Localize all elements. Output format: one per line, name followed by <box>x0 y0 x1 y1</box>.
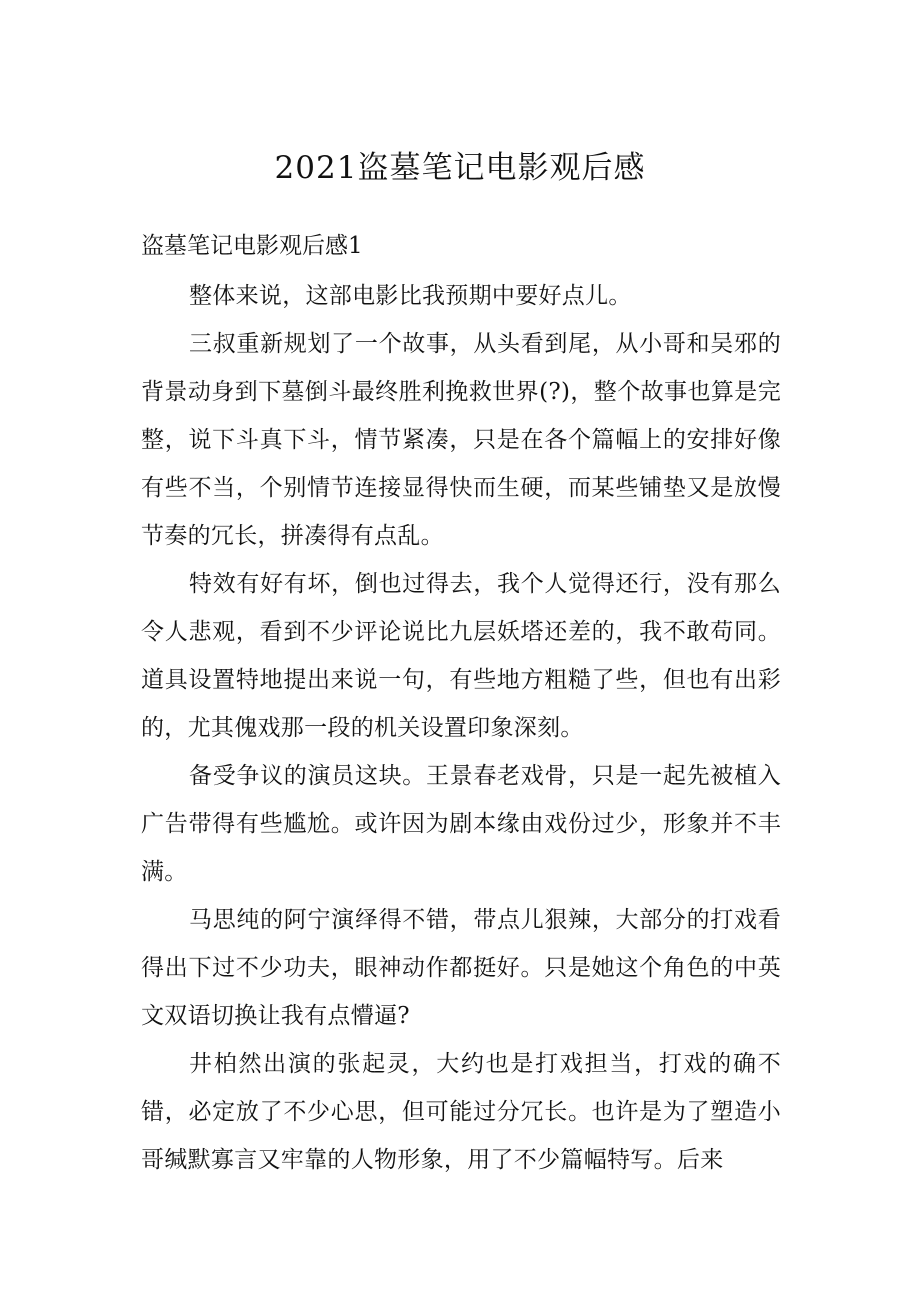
document-body <box>141 272 781 1184</box>
paragraph: 整体来说，这部电影比我预期中要好点儿。 <box>189 283 632 309</box>
paragraph: 马思纯的阿宁演绎得不错，带点儿狠辣，大部分的打戏看得出下过不少功夫，眼神动作都挺好。只是她这个角色的中英文双语切换让我有点懵逼? <box>141 907 781 1029</box>
section-heading: 盗墓笔记电影观后感1 <box>141 233 363 259</box>
paragraph: 井柏然出演的张起灵，大约也是打戏担当，打戏的确不错，必定放了不少心思，但可能过分冗长。也许是为了塑造小哥缄默寡言又牢靠的人物形象，用了不少篇幅特写。后来 <box>141 1051 781 1173</box>
paragraph: 三叔重新规划了一个故事，从头看到尾，从小哥和吴邪的背景动身到下墓倒斗最终胜利挽救世界(?)，整个故事也算是完整，说下斗真下斗，情节紧凑，只是在各个篇幅上的安排好像有些不当，个别情节连接显得快而生硬，而某些铺垫又是放慢节奏的冗长，拼凑得有点乱。 <box>141 331 781 549</box>
paragraph: 特效有好有坏，倒也过得去，我个人觉得还行，没有那么令人悲观，看到不少评论说比九层妖塔还差的，我不敢苟同。道具设置特地提出来说一句，有些地方粗糙了些，但也有出彩的，尤其傀戏那一段的机关设置印象深刻。 <box>141 571 781 741</box>
document-title: 2021盗墓笔记电影观后感 <box>274 150 646 186</box>
paragraph: 备受争议的演员这块。王景春老戏骨，只是一起先被植入广告带得有些尴尬。或许因为剧本缘由戏份过少，形象并不丰满。 <box>141 763 781 885</box>
